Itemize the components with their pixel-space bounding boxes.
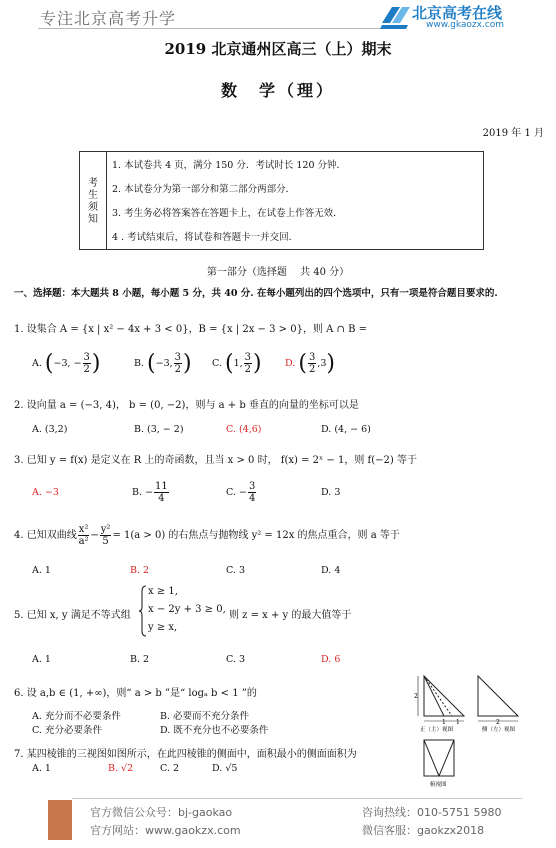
q4-option-b: B. 2: [130, 565, 150, 576]
q1-option-b: B. (−3, $\frac{3}{2}$ ): [134, 351, 192, 376]
fraction: $\frac{3}{4}$: [248, 481, 256, 504]
dim-1-label: 1: [456, 719, 460, 726]
top-view-label: 俯视图: [430, 782, 447, 788]
q5-option-d: D. 6: [321, 654, 341, 665]
notice-heading-char: 考: [88, 178, 98, 189]
fraction: $\frac{3}{2}$: [83, 352, 90, 375]
q1-label: 1. 设集合: [14, 324, 57, 335]
q3-option-d: D. 3: [321, 487, 341, 498]
footer-wechat-public: 官方微信公众号：bj-gaokao: [90, 806, 233, 819]
q2-option-d: D. (4, − 6): [321, 424, 371, 435]
notice-item: 2. 本试卷分为第一部分和第二部分两部分．: [112, 184, 296, 195]
q3-option-c: C. − $\frac{3}{4}$: [226, 481, 256, 504]
footer-website[interactable]: 官方网站：www.gaokzx.com: [90, 824, 241, 837]
q1-stem-end: ，则 A ∩ B =: [302, 324, 367, 335]
notice-heading-char: 知: [88, 214, 98, 225]
option-letter: C.: [212, 358, 222, 369]
front-view-label: 正（主）视图: [420, 727, 454, 733]
question-1-stem: [14, 320, 367, 335]
q6-option-b: B. 必要而不充分条件: [160, 711, 250, 722]
q6-option-d: D. 既不充分也不必要条件: [160, 725, 269, 736]
q1-option-d: D. ( $\frac{3}{2}$ ,3): [285, 351, 335, 376]
q5-constraint: x ≥ 1,: [148, 586, 178, 597]
q5-option-c: C. 3: [226, 654, 246, 665]
part-heading: 第一部分（选择题 共 40 分）: [206, 267, 350, 278]
notice-heading-char: 须: [88, 202, 98, 213]
header-divider: [38, 28, 388, 29]
q7-option-d: D. √5: [212, 763, 238, 774]
side-view: [478, 676, 518, 721]
q2-option-a: A. (3,2): [32, 424, 68, 435]
q4-option-d: D. 4: [321, 565, 341, 576]
top-view: [424, 740, 454, 776]
question-6-stem: 6. 设 a,b ∈ (1, +∞)，则“ a > b ”是“ logₐ b < 1 ”的: [14, 688, 257, 699]
notice-heading: [80, 152, 107, 249]
subject-title: 数 学（理）: [220, 81, 335, 100]
q7-option-a: A. 1: [32, 763, 51, 774]
q5-option-a: A. 1: [32, 654, 51, 665]
header-slogan: 专注北京高考升学: [40, 9, 177, 28]
brand-name: 北京高考在线: [412, 4, 503, 22]
footer-accent: [48, 800, 72, 840]
q4-option-c: C. 3: [226, 565, 246, 576]
question-7-stem: 7. 某四棱锥的三视图如图所示，在此四棱锥的侧面中，面积最小的侧面面积为: [14, 749, 357, 760]
notice-heading-char: 生: [88, 190, 98, 201]
dim-2-label: 2: [414, 693, 418, 700]
side-view-label: 侧（左）视图: [482, 727, 516, 733]
footer-divider: [72, 798, 522, 799]
q5-constraint: x − 2y + 3 ≥ 0,: [148, 604, 226, 615]
option-text: −3,: [155, 358, 173, 369]
question-4-stem: 4. 已知双曲线 $\frac{\text{x²}}{\text{a²}}$ − $\frac{\text{y²}}{5}$ = 1(a > 0) 的右焦点与抛物线 y² = 12x 的焦点重合，则 a 等于: [14, 524, 400, 547]
front-view: [418, 676, 464, 721]
q4-option-a: A. 1: [32, 565, 51, 576]
option-letter: B.: [134, 358, 145, 369]
q2-option-c: C. (4,6): [226, 424, 262, 435]
option-letter: D.: [285, 358, 296, 369]
three-view-figure: [414, 668, 529, 790]
notice-item: 1. 本试卷共 4 页，满分 150 分．考试时长 120 分钟．: [112, 160, 347, 171]
q5-constraint: y ≥ x,: [148, 622, 178, 633]
q5-option-b: B. 2: [130, 654, 150, 665]
dim-2-label: 2: [496, 719, 500, 726]
question-5-stem: 5. 已知 x, y 满足不等式组: [14, 610, 131, 621]
option-text: ,3: [317, 358, 327, 369]
q3-option-b: B. − $\frac{11}{4}$: [132, 481, 168, 504]
exam-notice-box: [79, 151, 484, 250]
section-heading: 一、选择题：本大题共 8 小题，每小题 5 分，共 40 分. 在每小题列出的四个选项中，只有一项是符合题目要求的.: [14, 288, 498, 299]
fraction: $\frac{\text{y²}}{5}$: [100, 524, 111, 547]
question-2-stem: 2. 设向量 a = (−3, 4)， b = (0, −2)，则与 a + b 垂直的向量的坐标可以是: [14, 400, 359, 411]
footer-wechat-service: 微信客服：gaokzx2018: [362, 824, 485, 837]
notice-item: 4 . 考试结束后，将试卷和答题卡一并交回．: [112, 232, 299, 243]
option-letter: A.: [32, 358, 42, 369]
q7-option-b: B. √2: [108, 763, 134, 774]
fraction: $\frac{3}{2}$: [308, 352, 316, 375]
brand-logo-icon: [378, 3, 412, 31]
question-3-stem: 3. 已知 y = f(x) 是定义在 R 上的奇函数，且当 x > 0 时， f(x) = 2ˣ − 1，则 f(−2) 等于: [14, 455, 417, 466]
dim-1-label: 1: [442, 719, 446, 726]
footer-hotline: 咨询热线：010-5751 5980: [362, 806, 502, 819]
q1-set-a: A = {x | x² − 4x + 3 < 0}: [59, 324, 189, 335]
q2-option-b: B. (3, − 2): [134, 424, 184, 435]
brace-icon: [139, 585, 147, 637]
notice-item: 3. 考生务必将答案答在答题卡上，在试卷上作答无效．: [112, 208, 343, 219]
option-text: 1,: [233, 358, 243, 369]
fraction: $\frac{\text{x²}}{\text{a²}}$: [78, 524, 89, 547]
exam-title: 2019 北京通州区高三（上）期末: [164, 40, 392, 58]
q6-option-a: A. 充分而不必要条件: [32, 711, 121, 722]
exam-date: 2019 年 1 月: [482, 128, 544, 139]
fraction: $\frac{11}{4}$: [154, 481, 168, 504]
q1-set-b: ，B = {x | 2x − 3 > 0}: [188, 324, 303, 335]
q1-option-c: C. (1, $\frac{3}{2}$ ): [212, 351, 262, 376]
q7-option-c: C. 2: [160, 763, 180, 774]
fraction: $\frac{3}{2}$: [244, 352, 252, 375]
fraction: $\frac{3}{2}$: [174, 352, 182, 375]
q6-option-c: C. 充分必要条件: [32, 725, 102, 736]
q5-stem-end: 则 z = x + y 的最大值等于: [229, 610, 352, 621]
q1-option-a: A. (−3, − $\frac{3}{2}$ ): [32, 351, 101, 376]
brand-url: www.gkaozx.com: [426, 20, 505, 30]
option-text: −3, −: [53, 358, 82, 369]
q3-option-a: A. −3: [32, 487, 59, 498]
